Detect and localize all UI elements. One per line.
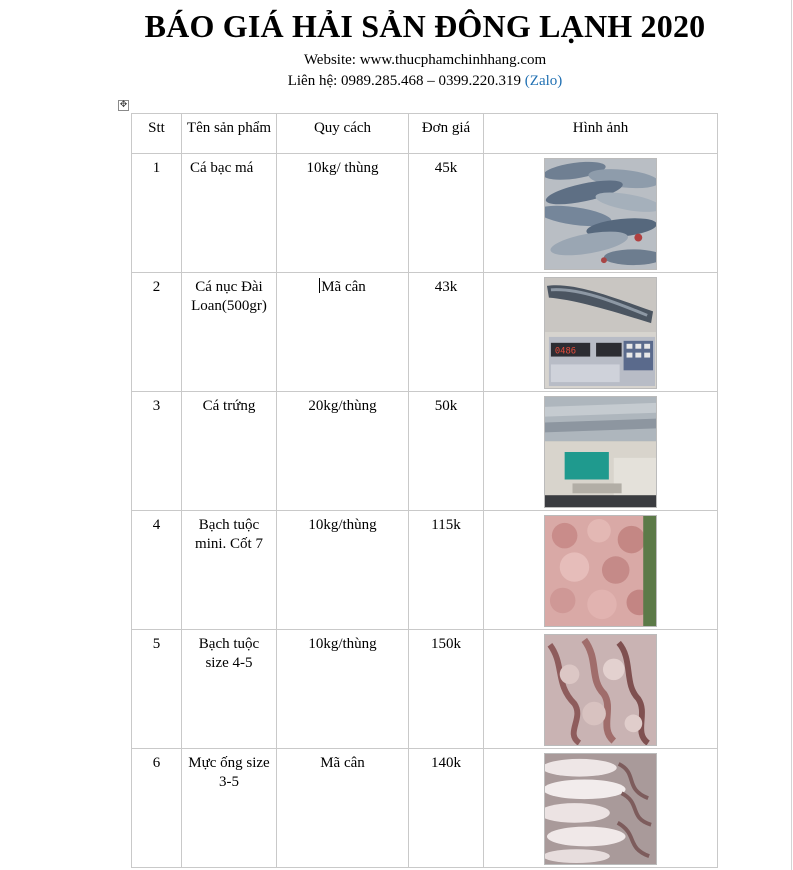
muc-ong-photo[interactable] xyxy=(544,753,657,865)
header-stt: Stt xyxy=(132,114,182,154)
ca-nuc-photo[interactable] xyxy=(544,277,657,389)
header-name: Tên sản phẩm xyxy=(182,114,277,154)
bach-tuoc-mini-photo[interactable] xyxy=(544,515,657,627)
page-edge xyxy=(791,0,792,870)
cell-name[interactable]: Bạch tuộc mini. Cốt 7 xyxy=(182,511,277,630)
cell-spec[interactable]: 10kg/thùng xyxy=(277,630,409,749)
cell-spec[interactable]: 10kg/thùng xyxy=(277,511,409,630)
cell-price[interactable]: 150k xyxy=(409,630,484,749)
price-table xyxy=(131,113,718,868)
cell-image xyxy=(484,154,718,273)
cell-spec[interactable]: Mã cân xyxy=(277,749,409,868)
contact-phones: Liên hệ: 0989.285.468 – 0399.220.319 xyxy=(287,73,522,89)
cell-price[interactable]: 43k xyxy=(409,273,484,392)
cell-stt[interactable]: 5 xyxy=(132,630,182,749)
header-spec: Quy cách xyxy=(277,114,409,154)
cell-price[interactable]: 45k xyxy=(409,154,484,273)
cell-spec[interactable]: 10kg/ thùng xyxy=(277,154,409,273)
bach-tuoc-size-photo[interactable] xyxy=(544,634,657,746)
cell-name[interactable]: Cá trứng xyxy=(182,392,277,511)
header-price: Đơn giá xyxy=(409,114,484,154)
cell-name[interactable]: Cá bạc má xyxy=(182,154,277,273)
cell-price[interactable]: 140k xyxy=(409,749,484,868)
move-handle-icon[interactable]: ✥ xyxy=(119,100,128,110)
cell-spec[interactable]: 20kg/thùng xyxy=(277,392,409,511)
table-row xyxy=(132,749,718,868)
header-image: Hình ảnh xyxy=(484,114,718,154)
cell-image xyxy=(484,749,718,868)
cell-stt[interactable]: 6 xyxy=(132,749,182,868)
cell-image xyxy=(484,273,718,392)
cell-price[interactable]: 50k xyxy=(409,392,484,511)
cell-image xyxy=(484,392,718,511)
cell-price[interactable]: 115k xyxy=(409,511,484,630)
page-title: BÁO GIÁ HẢI SẢN ĐÔNG LẠNH 2020 xyxy=(144,8,706,44)
cell-stt[interactable]: 2 xyxy=(132,273,182,392)
table-row xyxy=(132,630,718,749)
cell-spec-text: Mã cân xyxy=(321,279,366,295)
cell-spec[interactable] xyxy=(277,273,409,392)
ca-bac-ma-photo[interactable] xyxy=(544,158,657,270)
cell-stt[interactable]: 4 xyxy=(132,511,182,630)
cell-name[interactable]: Cá nục Đài Loan(500gr) xyxy=(182,273,277,392)
cell-stt[interactable]: 1 xyxy=(132,154,182,273)
cell-stt[interactable]: 3 xyxy=(132,392,182,511)
zalo-link[interactable]: (Zalo) xyxy=(524,73,563,89)
cell-image xyxy=(484,511,718,630)
table-header-row xyxy=(132,114,718,154)
table-row xyxy=(132,154,718,273)
table-row xyxy=(132,511,718,630)
table-row xyxy=(132,273,718,392)
cell-name[interactable]: Mực ống size 3-5 xyxy=(182,749,277,868)
cell-image xyxy=(484,630,718,749)
website-line: Website: www.thucphamchinhhang.com xyxy=(303,52,547,68)
contact-line xyxy=(0,73,793,90)
svg-text:0486: 0486 xyxy=(554,346,577,357)
table-row xyxy=(132,392,718,511)
cell-name[interactable]: Bạch tuộc size 4-5 xyxy=(182,630,277,749)
ca-trung-photo[interactable] xyxy=(544,396,657,508)
